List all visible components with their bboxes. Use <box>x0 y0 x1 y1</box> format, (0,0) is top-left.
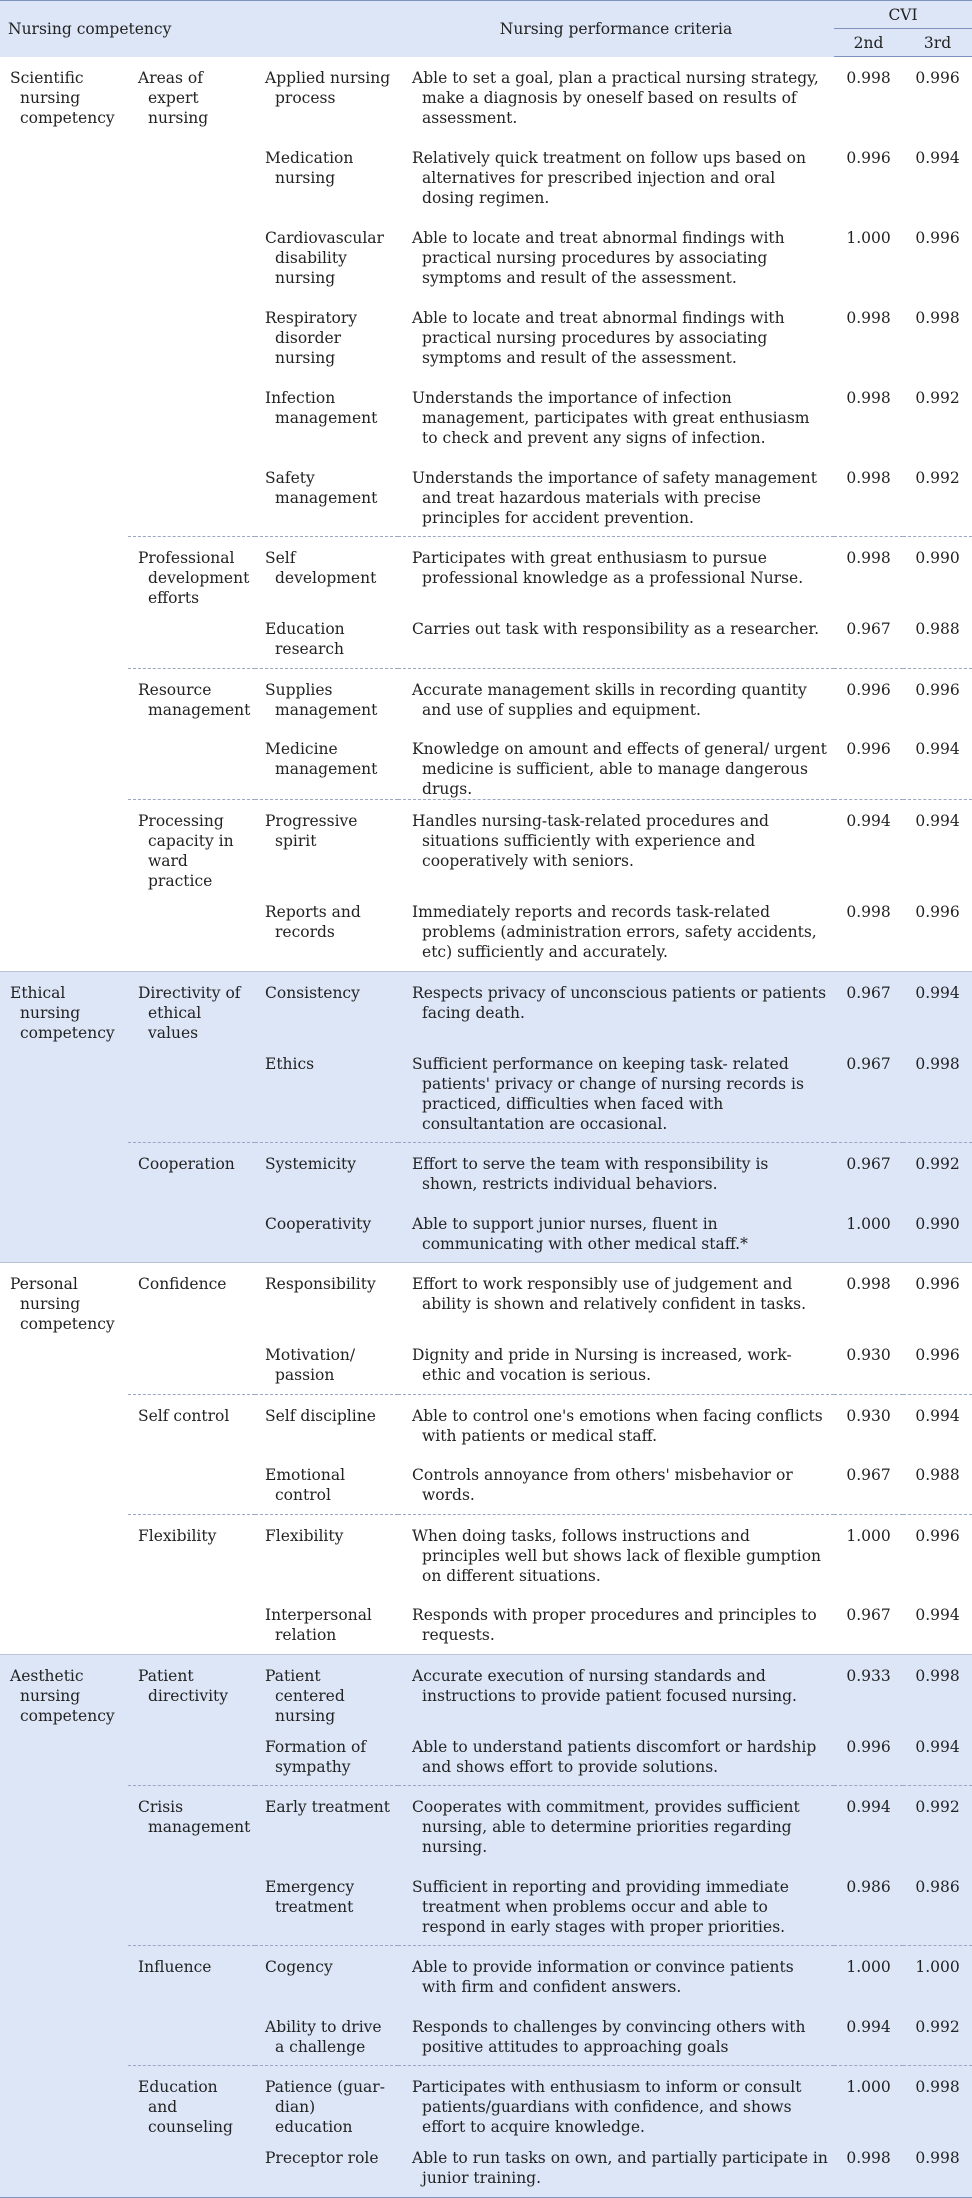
performance-criteria: Able to control one's emotions when facing conflicts with patients or medical staff. <box>398 1394 834 1454</box>
competency-item: Progressive spirit <box>255 800 398 892</box>
table-row <box>0 800 972 892</box>
cvi-2nd-value: 0.996 <box>846 148 891 167</box>
performance-criteria: Dignity and pride in Nursing is increased, work-ethic and vocation is serious. <box>412 1346 792 1384</box>
cvi-3rd-value: 0.994 <box>903 800 972 892</box>
header-cvi-3rd: 3rd <box>903 29 972 57</box>
competency-item: Cogency <box>255 1946 398 2006</box>
table-row <box>0 1454 972 1514</box>
cvi-3rd-value: 0.994 <box>915 740 960 758</box>
competency-subcategory: Areas of expert nursing <box>138 68 209 127</box>
cvi-3rd-value: 0.996 <box>903 1514 972 1594</box>
competency-category <box>0 377 128 457</box>
cvi-3rd-value: 0.998 <box>903 1654 972 1726</box>
competency-category <box>0 1946 128 2006</box>
cvi-3rd-value: 0.994 <box>903 1726 972 1786</box>
competency-item: Ethics <box>255 1043 398 1143</box>
competency-category: Ethical nursing competency <box>0 971 128 1043</box>
cvi-2nd-value: 0.998 <box>834 1263 903 1335</box>
competency-subcategory <box>128 728 255 800</box>
table-row <box>0 1043 972 1143</box>
cvi-2nd-value: 0.930 <box>834 1394 903 1454</box>
competency-item: Medicine management <box>265 740 378 778</box>
competency-category <box>0 1514 128 1594</box>
performance-criteria: Able to set a goal, plan a practical nursing strategy, make a diagnosis by oneself based on results of assessment. <box>412 68 819 127</box>
table-row <box>0 891 972 971</box>
performance-criteria: Able to locate and treat abnormal findings with practical nursing procedures by associating symptoms and result of the assessment. <box>412 228 785 287</box>
competency-category <box>0 297 128 377</box>
performance-criteria: Able to locate and treat abnormal findings with practical nursing procedures by associating symptoms and result of the assessment. <box>412 308 785 367</box>
competency-subcategory: Education and counseling <box>128 2066 255 2138</box>
table-row <box>0 2006 972 2066</box>
competency-category <box>0 1394 128 1454</box>
table-row <box>0 1654 972 1726</box>
competency-category: Scientific nursing competency <box>10 68 115 127</box>
table-header <box>0 1 972 57</box>
performance-criteria: Relatively quick treatment on follow ups based on alternatives for prescribed injection and oral dosing regimen. <box>412 148 806 207</box>
cvi-3rd-value: 0.988 <box>915 620 960 638</box>
table-row <box>0 1726 972 1786</box>
cvi-3rd-value: 0.990 <box>903 1203 972 1263</box>
competency-subcategory <box>128 2137 255 2197</box>
competency-item: Flexibility <box>255 1514 398 1594</box>
table-row <box>0 1946 972 2006</box>
cvi-2nd-value: 1.000 <box>834 1946 903 2006</box>
competency-category: Personal nursing competency <box>0 1263 128 1335</box>
performance-criteria: Understands the importance of infection management, participates with great enthusiasm to check and prevent any signs of infection. <box>412 388 810 447</box>
competency-subcategory: Resource management <box>128 668 255 728</box>
competency-category <box>0 1726 128 1786</box>
competency-subcategory <box>128 1726 255 1786</box>
cvi-2nd-value: 0.933 <box>834 1654 903 1726</box>
table-row <box>0 1594 972 1654</box>
cvi-3rd-value: 0.992 <box>915 468 960 487</box>
competency-category <box>0 728 128 800</box>
performance-criteria: Participates with great enthusiasm to pursue professional knowledge as a professional Nurse. <box>398 537 834 609</box>
competency-item: Respiratory disorder nursing <box>265 308 358 367</box>
cvi-2nd-value: 0.967 <box>846 1606 891 1624</box>
performance-criteria: Carries out task with responsibility as a researcher. <box>412 620 820 638</box>
cvi-3rd-value: 0.986 <box>903 1866 972 1946</box>
table-row <box>0 1143 972 1203</box>
table-row <box>0 1514 972 1594</box>
cvi-3rd-value: 0.994 <box>915 148 960 167</box>
cvi-3rd-value: 0.996 <box>915 903 960 921</box>
table-row <box>0 377 972 457</box>
cvi-2nd-value: 0.998 <box>846 468 891 487</box>
cvi-2nd-value: 0.967 <box>846 620 891 638</box>
cvi-3rd-value: 0.996 <box>915 228 960 247</box>
cvi-2nd-value: 0.994 <box>834 2006 903 2066</box>
competency-category <box>0 608 128 668</box>
cvi-2nd-value: 0.998 <box>846 308 891 327</box>
table-row <box>0 2137 972 2197</box>
competency-category <box>0 137 128 217</box>
competency-item: Emotional control <box>265 1466 346 1504</box>
competency-category <box>0 217 128 297</box>
performance-criteria: Accurate execution of nursing standards and instructions to provide patient focused nursing. <box>398 1654 834 1726</box>
performance-criteria: Handles nursing-task-related procedures and situations sufficiently with experience and cooperatively with seniors. <box>398 800 834 892</box>
cvi-2nd-value: 0.967 <box>834 971 903 1043</box>
table-row <box>0 668 972 728</box>
competency-subcategory: Self control <box>128 1394 255 1454</box>
table-row <box>0 537 972 609</box>
cvi-2nd-value: 0.930 <box>846 1346 891 1364</box>
cvi-2nd-value: 1.000 <box>834 2066 903 2138</box>
competency-subcategory: Crisis management <box>128 1786 255 1866</box>
competency-subcategory <box>128 297 255 377</box>
table-row <box>0 1334 972 1394</box>
performance-criteria: Cooperates with commitment, provides sufficient nursing, able to determine priorities regarding nursing. <box>398 1786 834 1866</box>
cvi-3rd-value: 0.988 <box>915 1466 960 1484</box>
table-row <box>0 217 972 297</box>
cvi-2nd-value: 0.994 <box>834 1786 903 1866</box>
competency-subcategory <box>128 2006 255 2066</box>
performance-criteria: Accurate management skills in recording quantity and use of supplies and equipment. <box>398 668 834 728</box>
competency-item: Systemicity <box>255 1143 398 1203</box>
cvi-2nd-value: 0.998 <box>846 388 891 407</box>
competency-subcategory: Confidence <box>128 1263 255 1335</box>
competency-item: Cooperativity <box>255 1203 398 1263</box>
competency-item: Infection management <box>265 388 378 427</box>
competency-item: Supplies management <box>255 668 398 728</box>
competency-subcategory <box>128 457 255 537</box>
competency-item: Consistency <box>255 971 398 1043</box>
competency-category <box>0 1594 128 1654</box>
competency-item: Patient centered nursing <box>255 1654 398 1726</box>
table-row <box>0 608 972 668</box>
table-row <box>0 137 972 217</box>
competency-category <box>0 1203 128 1263</box>
competency-item: Preceptor role <box>255 2137 398 2197</box>
table-row <box>0 1786 972 1866</box>
cvi-2nd-value: 0.986 <box>834 1866 903 1946</box>
cvi-2nd-value: 0.996 <box>846 740 891 758</box>
competency-category <box>0 457 128 537</box>
cvi-3rd-value: 0.996 <box>903 1263 972 1335</box>
competency-item: Safety management <box>265 468 378 507</box>
competency-item: Medication nursing <box>265 148 354 187</box>
performance-criteria: Sufficient in reporting and providing immediate treatment when problems occur and able to respond in early stages with proper priorities. <box>398 1866 834 1946</box>
cvi-3rd-value: 0.996 <box>915 69 960 87</box>
competency-item: Emergency treatment <box>255 1866 398 1946</box>
performance-criteria: When doing tasks, follows instructions and principles well but shows lack of flexible gumption on different situations. <box>398 1514 834 1594</box>
cvi-3rd-value: 0.998 <box>903 2066 972 2138</box>
performance-criteria: Knowledge on amount and effects of general/ urgent medicine is sufficient, able to manage dangerous drugs. <box>412 740 827 798</box>
performance-criteria: Controls annoyance from others' misbehavior or words. <box>412 1466 793 1504</box>
table-row <box>0 57 972 137</box>
competency-subcategory <box>128 377 255 457</box>
table-row <box>0 728 972 800</box>
cvi-3rd-value: 0.992 <box>915 388 960 407</box>
cvi-3rd-value: 0.998 <box>915 308 960 327</box>
competency-category <box>0 1043 128 1143</box>
competency-item: Education research <box>265 620 345 658</box>
cvi-3rd-value: 0.992 <box>903 2006 972 2066</box>
table-row <box>0 457 972 537</box>
cvi-3rd-value: 1.000 <box>903 1946 972 2006</box>
performance-criteria: Effort to work responsibly use of judgement and ability is shown and relatively confident in tasks. <box>398 1263 834 1335</box>
performance-criteria: Understands the importance of safety management and treat hazardous materials with precise principles for accident prevention. <box>412 468 818 527</box>
competency-category <box>0 668 128 728</box>
cvi-2nd-value: 0.998 <box>834 2137 903 2197</box>
competency-subcategory: Patient directivity <box>128 1654 255 1726</box>
table-row <box>0 1203 972 1263</box>
competency-category: Aesthetic nursing competency <box>0 1654 128 1726</box>
cvi-3rd-value: 0.996 <box>915 1346 960 1364</box>
competency-category <box>0 1866 128 1946</box>
competency-category <box>0 537 128 609</box>
competency-subcategory <box>128 1866 255 1946</box>
competency-category <box>0 1143 128 1203</box>
performance-criteria: Respects privacy of unconscious patients or patients facing death. <box>398 971 834 1043</box>
competency-subcategory <box>128 891 255 971</box>
competency-item: Responsibility <box>255 1263 398 1335</box>
competency-item: Motivation/ passion <box>265 1346 356 1384</box>
competency-category <box>0 1786 128 1866</box>
competency-item: Self discipline <box>255 1394 398 1454</box>
competency-item: Interpersonal relation <box>265 1606 372 1644</box>
cvi-2nd-value: 0.996 <box>834 668 903 728</box>
cvi-2nd-value: 1.000 <box>834 1203 903 1263</box>
cvi-2nd-value: 1.000 <box>834 1514 903 1594</box>
cvi-2nd-value: 0.967 <box>834 1043 903 1143</box>
performance-criteria: Responds with proper procedures and principles to requests. <box>412 1606 817 1644</box>
competency-category <box>0 1454 128 1514</box>
competency-subcategory: Processing capacity in ward practice <box>128 800 255 892</box>
competency-item: Patience (guar-dian) education <box>255 2066 398 2138</box>
performance-criteria: Able to run tasks on own, and partially participate in junior training. <box>398 2137 834 2197</box>
competency-subcategory <box>128 1454 255 1514</box>
competency-subcategory: Flexibility <box>128 1514 255 1594</box>
performance-criteria: Immediately reports and records task-related problems (administration errors, safety accidents, etc) sufficiently and accurately. <box>412 903 817 961</box>
competency-item: Formation of sympathy <box>255 1726 398 1786</box>
competency-item: Early treatment <box>255 1786 398 1866</box>
header-competency: Nursing competency <box>0 1 398 57</box>
cvi-2nd-value: 0.996 <box>834 1726 903 1786</box>
performance-criteria: Sufficient performance on keeping task- related patients' privacy or change of nursing records is practiced, difficulties when faced with consultantation are occasional. <box>398 1043 834 1143</box>
competency-category <box>0 2066 128 2138</box>
cvi-2nd-value: 0.998 <box>846 69 891 87</box>
competency-subcategory <box>128 608 255 668</box>
cvi-3rd-value: 0.994 <box>915 1606 960 1624</box>
competency-item: Reports and records <box>265 903 361 941</box>
competency-subcategory: Directivity of ethical values <box>128 971 255 1043</box>
cvi-3rd-value: 0.994 <box>903 971 972 1043</box>
performance-criteria: Responds to challenges by convincing others with positive attitudes to approaching goals <box>398 2006 834 2066</box>
table-row <box>0 2066 972 2138</box>
cvi-3rd-value: 0.998 <box>903 2137 972 2197</box>
table-row <box>0 297 972 377</box>
competency-subcategory: Cooperation <box>128 1143 255 1203</box>
cvi-2nd-value: 0.967 <box>834 1143 903 1203</box>
cvi-3rd-value: 0.998 <box>903 1043 972 1143</box>
header-cvi-2nd: 2nd <box>834 29 903 57</box>
cvi-2nd-value: 0.998 <box>834 537 903 609</box>
competency-category <box>0 2006 128 2066</box>
competency-subcategory <box>128 1043 255 1143</box>
performance-criteria: Able to provide information or convince patients with firm and confident answers. <box>398 1946 834 2006</box>
competency-category <box>0 2137 128 2197</box>
competency-category <box>0 1334 128 1394</box>
cvi-3rd-value: 0.992 <box>903 1786 972 1866</box>
performance-criteria: Participates with enthusiasm to inform or consult patients/guardians with confidence, and shows effort to acquire knowledge. <box>398 2066 834 2138</box>
table-body <box>0 57 972 2198</box>
competency-category <box>0 891 128 971</box>
table-row <box>0 1263 972 1335</box>
competency-item: Applied nursing process <box>265 68 391 107</box>
competency-subcategory <box>128 137 255 217</box>
header-criteria: Nursing performance criteria <box>398 1 834 57</box>
competency-item: Self development <box>255 537 398 609</box>
competency-item: Ability to drive a challenge <box>255 2006 398 2066</box>
cvi-3rd-value: 0.996 <box>903 668 972 728</box>
competency-subcategory <box>128 1334 255 1394</box>
performance-criteria: Effort to serve the team with responsibility is shown, restricts individual behaviors. <box>398 1143 834 1203</box>
cvi-2nd-value: 1.000 <box>846 228 891 247</box>
competency-category <box>0 800 128 892</box>
competency-subcategory <box>128 217 255 297</box>
competency-subcategory <box>128 1594 255 1654</box>
cvi-2nd-value: 0.998 <box>846 903 891 921</box>
cvi-2nd-value: 0.994 <box>834 800 903 892</box>
header-cvi: CVI <box>834 1 972 29</box>
competency-subcategory: Professional development efforts <box>128 537 255 609</box>
competency-subcategory <box>128 1203 255 1263</box>
table-row <box>0 971 972 1043</box>
performance-criteria: Able to support junior nurses, fluent in communicating with other medical staff.* <box>398 1203 834 1263</box>
competency-subcategory: Influence <box>128 1946 255 2006</box>
performance-criteria: Able to understand patients discomfort or hardship and shows effort to provide solutions. <box>398 1726 834 1786</box>
table-row <box>0 1866 972 1946</box>
cvi-3rd-value: 0.992 <box>903 1143 972 1203</box>
cvi-3rd-value: 0.994 <box>903 1394 972 1454</box>
table-row <box>0 1394 972 1454</box>
cvi-2nd-value: 0.967 <box>846 1466 891 1484</box>
cvi-3rd-value: 0.990 <box>903 537 972 609</box>
competency-item: Cardiovascular disability nursing <box>265 228 384 287</box>
